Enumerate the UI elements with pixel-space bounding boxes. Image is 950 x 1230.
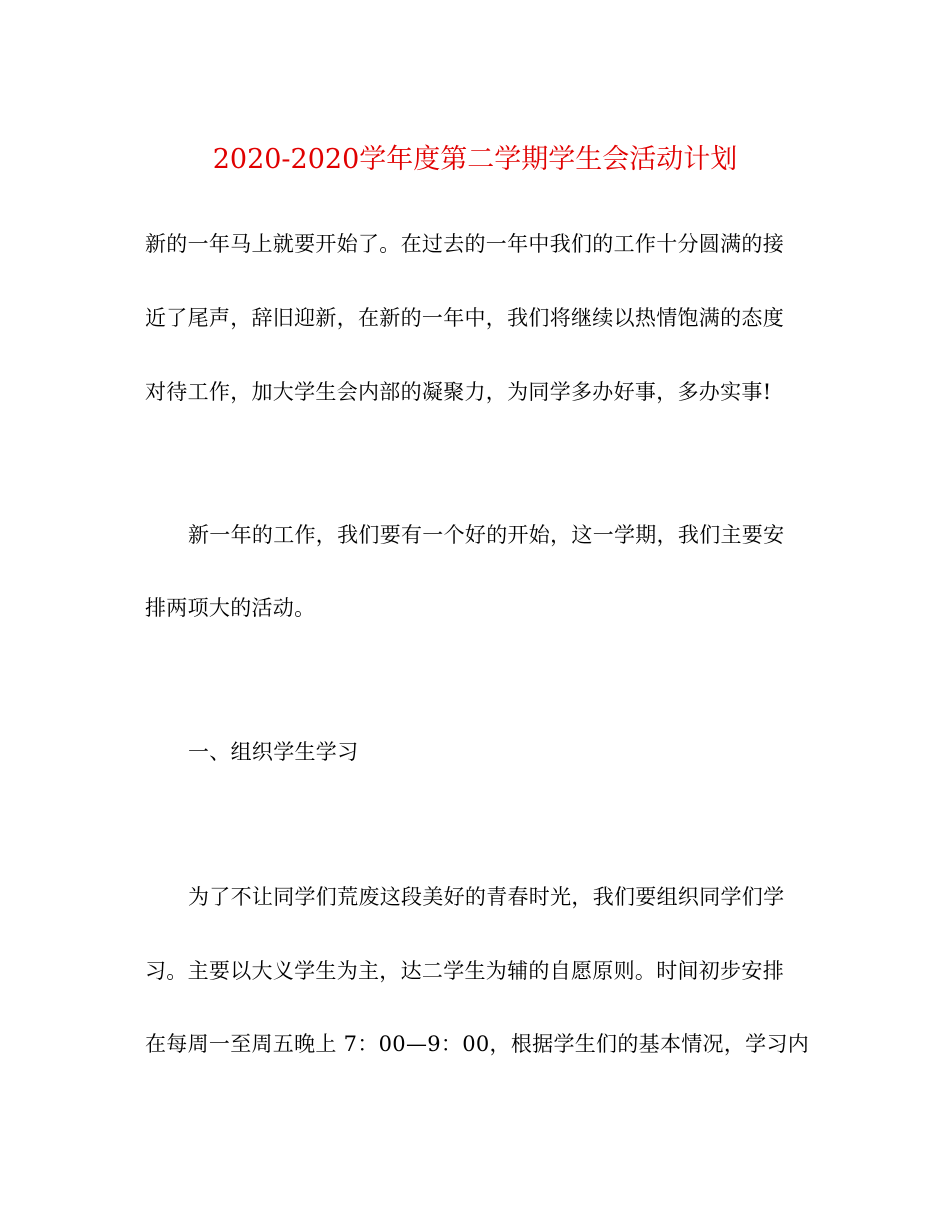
paragraph-2-line-1: 新一年的工作，我们要有一个好的开始，这一学期，我们主要安 [188, 523, 785, 547]
section-heading-1: 一、组织学生学习 [188, 740, 359, 764]
document-title: 2020-2020学年度第二学期学生会活动计划 [212, 144, 738, 175]
paragraph-3-line-2: 习。主要以大义学生为主，达二学生为辅的自愿原则。时间初步安排 [145, 959, 784, 983]
paragraph-3-line-3: 在每周一至周五晚上 7：00—9：00，根据学生们的基本情况，学习内 [145, 1032, 810, 1056]
paragraph-1-line-2: 近了尾声，辞旧迎新，在新的一年中，我们将继续以热情饱满的态度 [145, 306, 784, 330]
paragraph-3-line-1: 为了不让同学们荒废这段美好的青春时光，我们要组织同学们学 [188, 885, 785, 909]
paragraph-1-line-1: 新的一年马上就要开始了。在过去的一年中我们的工作十分圆满的接 [145, 232, 784, 256]
paragraph-1-line-3: 对待工作，加大学生会内部的凝聚力，为同学多办好事，多办实事! [145, 380, 772, 404]
paragraph-2-line-2: 排两项大的活动。 [145, 596, 316, 620]
